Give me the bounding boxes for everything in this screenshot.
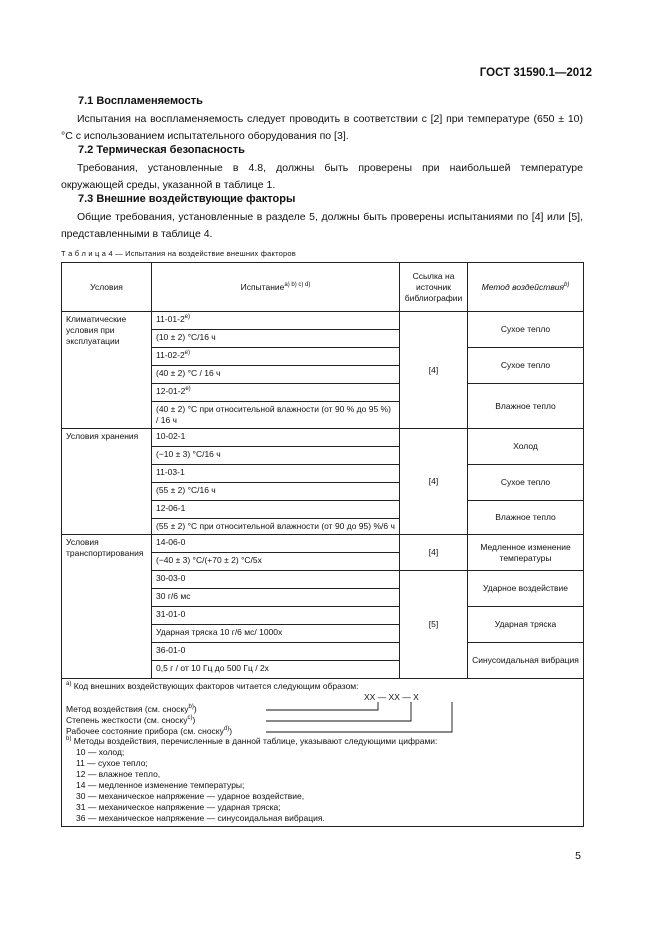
page-number: 5 (575, 850, 581, 862)
note-a: $^{a)}$ Код внешних воздействующих факторов читается следующим образом: (66, 681, 359, 691)
code-label-state: Рабочее состояние прибора (см. сноску$^{d)}$) (66, 726, 233, 736)
table-header-row (62, 263, 584, 312)
method-cell: Сухое тепло (468, 312, 584, 348)
test-code: 11-03-1 (152, 465, 400, 483)
section-7-2-title: 7.2 Термическая безопасность (78, 144, 245, 156)
test-params: (−40 ± 3) °С/(+70 ± 2) °С/5х (152, 553, 400, 571)
ref-cell: [4] (400, 535, 468, 571)
section-7-3-title: 7.3 Внешние воздействующие факторы (78, 193, 296, 205)
test-params: (55 ± 2) °С/16 ч (152, 483, 400, 501)
header-method: Метод воздействия$^{b)}$ (468, 263, 584, 312)
note-item: 12 — влажное тепло, (76, 769, 161, 779)
test-code: 31-01-0 (152, 607, 400, 625)
method-cell: Ударная тряска (468, 607, 584, 643)
ref-cell: [5] (400, 571, 468, 679)
test-code: 12-06-1 (152, 501, 400, 519)
cond-transport: Условия транспортирования (62, 535, 152, 679)
test-params: (−10 ± 3) °С/16 ч (152, 447, 400, 465)
code-pattern: XX — XX — X (364, 692, 419, 702)
header-reference: Ссылка на источник библиографии (400, 263, 468, 312)
ref-cell: [4] (400, 429, 468, 535)
cond-operation: Климатические условия при эксплуатации (62, 312, 152, 429)
note-item: 10 — холод; (76, 747, 125, 757)
table-notes-row (62, 679, 584, 827)
cond-storage: Условия хранения (62, 429, 152, 535)
test-params: (10 ± 2) °С/16 ч (152, 330, 400, 348)
method-cell: Сухое тепло (468, 465, 584, 501)
test-code: 11-02-2$^{e)}$ (152, 348, 400, 366)
ref-cell: [4] (400, 312, 468, 429)
header-conditions: Условия (62, 263, 152, 312)
note-item: 11 — сухое тепло; (76, 758, 148, 768)
section-7-1-title: 7.1 Воспламеняемость (78, 95, 203, 107)
section-7-3-text: Общие требования, установленные в разделе 5, должны быть проверены испытаниями по [4] или [5], представленными в таблице 4. (61, 211, 583, 240)
test-params: (40 ± 2) °С при относительной влажности (от 90 % до 95 %) / 16 ч (152, 402, 400, 429)
note-item: 36 — механическое напряжение — синусоидальная вибрация. (76, 813, 325, 823)
test-code: 30-03-0 (152, 571, 400, 589)
code-label-method: Метод воздействия (см. сноску$^{b)}$) (66, 704, 197, 714)
document-id: ГОСТ 31590.1—2012 (479, 67, 592, 79)
method-cell: Влажное тепло (468, 501, 584, 535)
header-test: Испытание$^{a) b) c) d)}$ (152, 263, 400, 312)
table-notes (62, 679, 584, 827)
method-cell: Ударное воздействие (468, 571, 584, 607)
table-row (62, 312, 584, 330)
table-row (62, 429, 584, 447)
method-cell: Синусоидальная вибрация (468, 643, 584, 679)
method-cell: Холод (468, 429, 584, 465)
note-item: 31 — механическое напряжение — ударная тряска; (76, 802, 281, 812)
note-item: 30 — механическое напряжение — ударное воздействие, (76, 791, 305, 801)
method-cell: Сухое тепло (468, 348, 584, 384)
code-label-severity: Степень жесткости (см. сноску$^{c)}$) (66, 715, 196, 725)
test-params: (40 ± 2) °С / 16 ч (152, 366, 400, 384)
test-code: 10-02-1 (152, 429, 400, 447)
section-7-2-text: Требования, установленные в 4.8, должны быть проверены при наибольшей температуре окружающей среды, указанной в таблице 1. (61, 162, 583, 191)
test-params: 0,5 г / от 10 Гц до 500 Гц / 2х (152, 661, 400, 679)
test-table (61, 262, 584, 827)
test-code: 14-06-0 (152, 535, 400, 553)
section-7-1-text: Испытания на воспламеняемость следует проводить в соответствии с [2] при температуре (650 ± 10) °С с использованием испытательного оборудования по [3]. (61, 113, 583, 142)
table-caption: Т а б л и ц а 4 — Испытания на воздействие внешних факторов (61, 249, 296, 258)
test-code: 11-01-2$^{e)}$ (152, 312, 400, 330)
code-diagram (66, 692, 579, 736)
test-code: 36-01-0 (152, 643, 400, 661)
code-connector-lines (66, 692, 486, 738)
test-code: 12-01-2$^{e)}$ (152, 384, 400, 402)
note-item: 14 — медленное изменение температуры; (76, 780, 245, 790)
table-row (62, 535, 584, 553)
test-params: Ударная тряска 10 г/6 мс/ 1000х (152, 625, 400, 643)
method-cell: Медленное изменение температуры (468, 535, 584, 571)
method-cell: Влажное тепло (468, 384, 584, 429)
test-params: (55 ± 2) °С при относительной влажности (от 90 до 95) %/6 ч (152, 519, 400, 535)
test-params: 30 г/6 мс (152, 589, 400, 607)
note-b: $^{b)}$ Методы воздействия, перечисленные в данной таблице, указывают следующими цифрами: (66, 736, 438, 746)
